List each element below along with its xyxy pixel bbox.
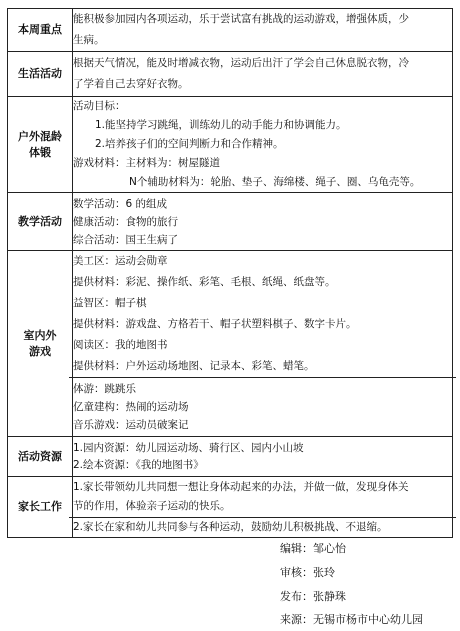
art-materials: 提供材料：彩泥、操作纸、彩笔、毛根、纸绳、纸盘等。 [73, 276, 336, 288]
teaching-item3: 综合活动：国王生病了 [73, 233, 178, 246]
label-outdoor-sports [8, 97, 73, 193]
weekly-focus-line2: 生病。 [73, 34, 105, 46]
footer-source: 来源：无锡市杨市中心幼儿园 [280, 613, 423, 626]
reading-materials: 提供材料：户外运动场地图、记录本、彩笔、蜡笔。 [73, 360, 315, 372]
parents-item2: 2.家长在家和幼儿共同参与各种运动，鼓励幼儿积极挑战、不退缩。 [73, 521, 388, 533]
row-weekly-focus [8, 9, 453, 52]
outdoor-label-line1: 户外混龄 [18, 129, 62, 143]
outdoor-label-line2: 体锻 [29, 145, 51, 159]
label-teaching: 教学活动 [8, 193, 73, 251]
games-block [69, 377, 456, 436]
goal-2: 2.培养孩子们的空间判断力和合作精神。 [95, 138, 284, 150]
material-aux: N个辅助材料为：轮胎、垫子、海绵楼、绳子、圈、乌龟壳等。 [129, 176, 421, 188]
content-life-activity [73, 52, 453, 97]
teaching-item2: 健康活动：食物的旅行 [73, 215, 178, 228]
areas-block [69, 251, 456, 377]
content-teaching [73, 193, 453, 251]
label-resources: 活动资源 [8, 437, 73, 477]
row-life-activity [8, 52, 453, 97]
row-resources [8, 437, 453, 477]
label-parents: 家长工作 [8, 477, 73, 538]
content-indoor-games [73, 251, 453, 437]
row-teaching [8, 193, 453, 251]
puzzle-materials: 提供材料：游戏盘、方格若干、帽子状塑料棋子、数字卡片。 [73, 318, 357, 330]
label-life-activity: 生活活动 [8, 52, 73, 97]
weekly-focus-line1: 能积极参加园内各项运动，乐于尝试富有挑战的运动游戏，增强体质，少 [73, 13, 409, 25]
music-game: 音乐游戏：运动员破案记 [73, 419, 189, 431]
building-game: 亿童建构：热闹的运动场 [73, 401, 189, 413]
teaching-item1: 数学活动：6 的组成 [73, 197, 168, 210]
content-weekly-focus [73, 9, 453, 52]
label-indoor-games [8, 251, 73, 437]
row-indoor-games [8, 251, 453, 437]
footer-publisher: 发布：张静珠 [280, 590, 346, 603]
resources-item1: 1.园内资源：幼儿园运动场、骑行区、园内小山坡 [73, 441, 304, 454]
content-parents [73, 477, 453, 538]
resources-item2: 2.绘本资源：《我的地图书》 [73, 458, 204, 471]
parents-item1-line1: 1.家长带领幼儿共同想一想让身体动起来的办法，并做一做，发现身体关 [73, 481, 409, 493]
content-resources [73, 437, 453, 477]
indoor-label-line2: 游戏 [29, 344, 51, 358]
parents-item1-line2: 节的作用，体验亲子运动的快乐。 [73, 500, 231, 512]
parents-item1-block [69, 477, 456, 517]
weekly-plan-table [7, 8, 453, 538]
life-activity-line1: 根据天气情况，能及时增减衣物，运动后出汗了学会自己休息脱衣物，冷 [73, 57, 409, 69]
goal-title: 活动目标： [73, 100, 126, 112]
parents-item2-block [69, 517, 456, 537]
footer-editor: 编辑：邹心怡 [280, 542, 346, 555]
row-parents [8, 477, 453, 538]
material-main: 游戏材料：主材料为：树屋隧道 [73, 157, 220, 169]
footer-reviewer: 审核：张玲 [280, 566, 335, 579]
reading-area: 阅读区：我的地图书 [73, 339, 168, 351]
puzzle-area: 益智区：帽子棋 [73, 297, 147, 309]
label-weekly-focus: 本周重点 [8, 9, 73, 52]
indoor-label-line1: 室内外 [23, 328, 57, 342]
sports-game: 体游：跳跳乐 [73, 383, 136, 395]
art-area: 美工区：运动会勋章 [73, 255, 168, 267]
goal-1: 1.能坚持学习跳绳，训练幼儿的动手能力和协调能力。 [95, 119, 347, 131]
life-activity-line2: 了学着自己去穿好衣物。 [73, 78, 189, 90]
content-outdoor-sports [73, 97, 453, 193]
row-outdoor-sports [8, 97, 453, 193]
